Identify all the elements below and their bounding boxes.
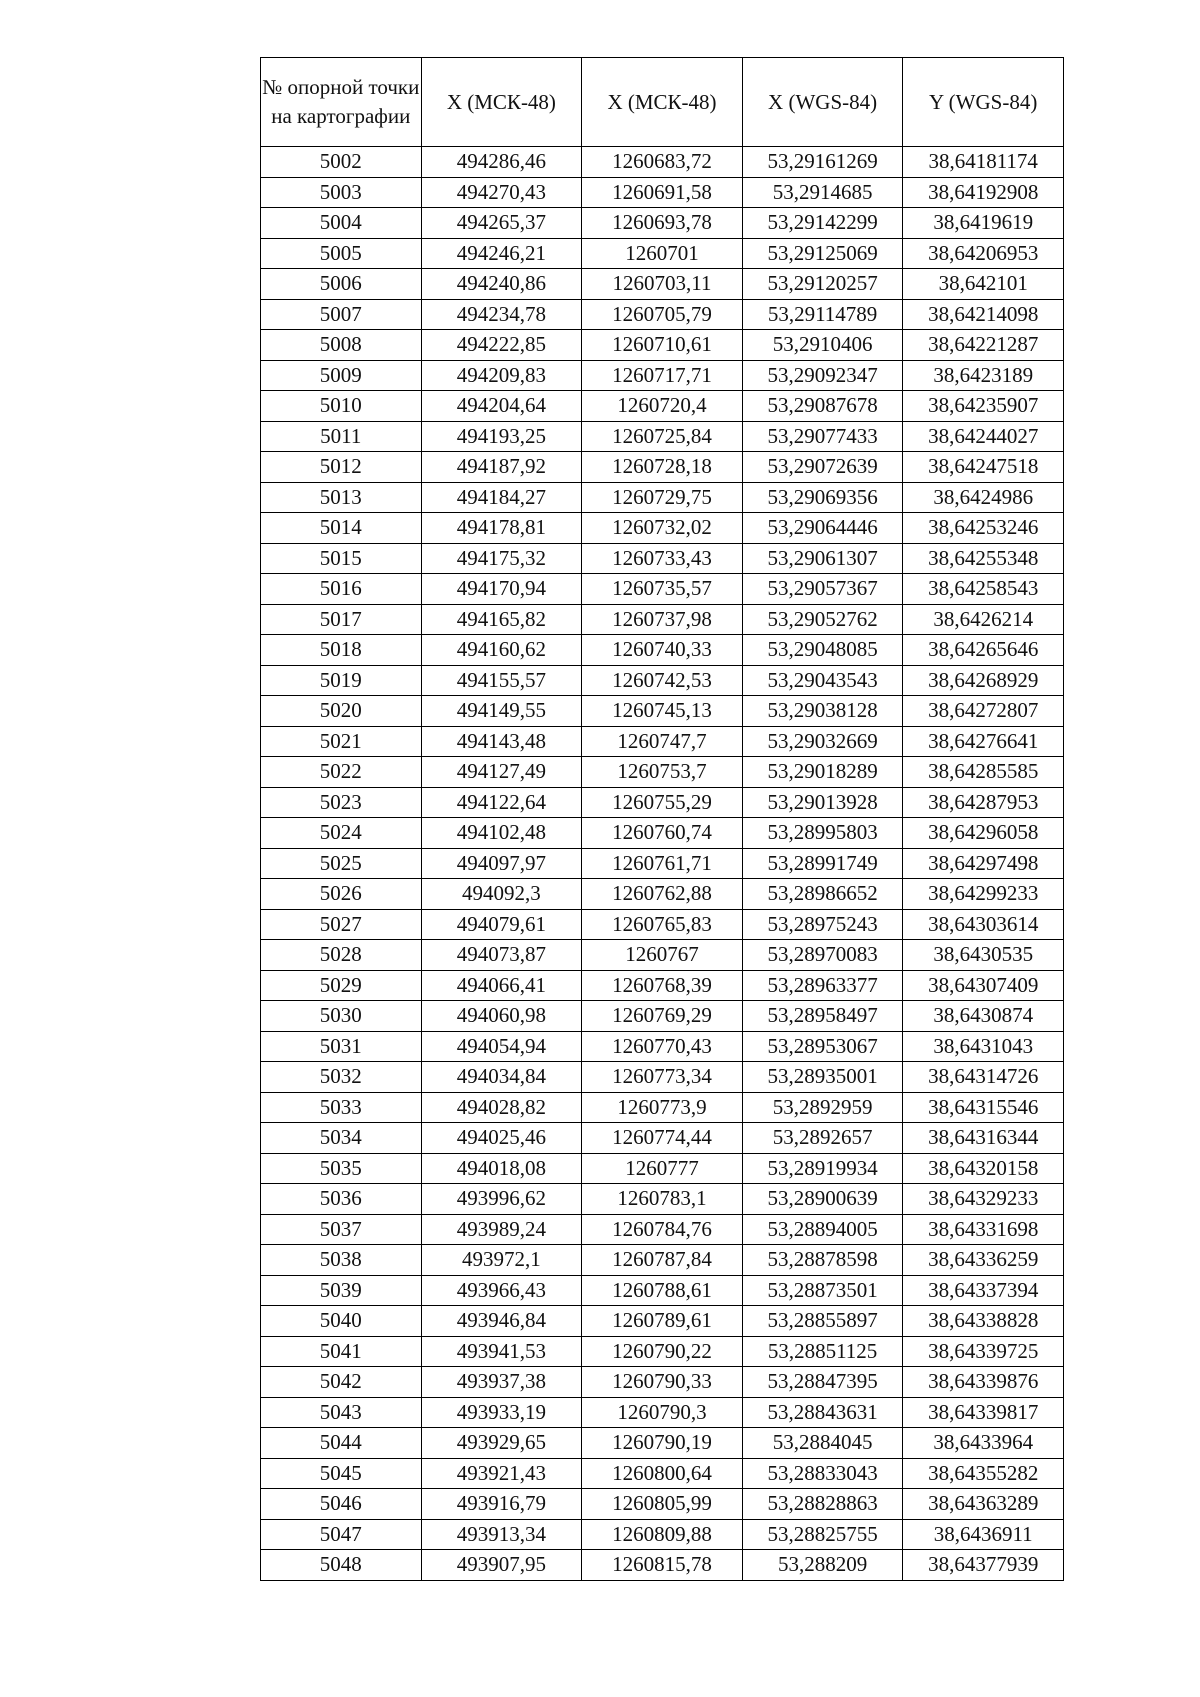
cell-point-number: 5004 [261,208,422,239]
cell-x-msk48: 493941,53 [421,1336,582,1367]
cell-y-wgs84: 38,64297498 [903,848,1064,879]
cell-point-number: 5014 [261,513,422,544]
cell-x-msk48-second: 1260770,43 [582,1031,743,1062]
cell-point-number: 5025 [261,848,422,879]
cell-point-number: 5046 [261,1489,422,1520]
cell-point-number: 5030 [261,1001,422,1032]
table-row [261,1336,1064,1367]
cell-x-msk48: 494073,87 [421,940,582,971]
cell-x-wgs84: 53,29038128 [742,696,903,727]
cell-y-wgs84: 38,6426214 [903,604,1064,635]
cell-x-msk48-second: 1260787,84 [582,1245,743,1276]
cell-x-wgs84: 53,28986652 [742,879,903,910]
cell-y-wgs84: 38,64255348 [903,543,1064,574]
cell-x-msk48-second: 1260815,78 [582,1550,743,1581]
cell-x-wgs84: 53,2914685 [742,177,903,208]
cell-x-msk48: 493929,65 [421,1428,582,1459]
cell-x-msk48: 494175,32 [421,543,582,574]
cell-x-msk48-second: 1260769,29 [582,1001,743,1032]
cell-x-msk48: 493921,43 [421,1458,582,1489]
cell-x-msk48: 494222,85 [421,330,582,361]
cell-x-msk48: 494160,62 [421,635,582,666]
cell-x-msk48-second: 1260768,39 [582,970,743,1001]
cell-point-number: 5022 [261,757,422,788]
cell-point-number: 5045 [261,1458,422,1489]
cell-y-wgs84: 38,64221287 [903,330,1064,361]
cell-x-msk48: 494209,83 [421,360,582,391]
cell-x-msk48: 494178,81 [421,513,582,544]
table-row [261,543,1064,574]
cell-y-wgs84: 38,64296058 [903,818,1064,849]
cell-y-wgs84: 38,64192908 [903,177,1064,208]
cell-x-wgs84: 53,28975243 [742,909,903,940]
cell-x-msk48: 494204,64 [421,391,582,422]
cell-x-msk48: 494028,82 [421,1092,582,1123]
cell-x-msk48: 494066,41 [421,970,582,1001]
cell-x-wgs84: 53,29057367 [742,574,903,605]
cell-x-msk48: 493937,38 [421,1367,582,1398]
table-row [261,1428,1064,1459]
cell-y-wgs84: 38,6431043 [903,1031,1064,1062]
cell-x-wgs84: 53,29048085 [742,635,903,666]
cell-x-msk48: 494234,78 [421,299,582,330]
cell-y-wgs84: 38,64316344 [903,1123,1064,1154]
cell-x-msk48-second: 1260703,11 [582,269,743,300]
cell-y-wgs84: 38,64265646 [903,635,1064,666]
cell-y-wgs84: 38,64314726 [903,1062,1064,1093]
cell-point-number: 5034 [261,1123,422,1154]
cell-point-number: 5028 [261,940,422,971]
cell-x-msk48-second: 1260773,34 [582,1062,743,1093]
cell-point-number: 5037 [261,1214,422,1245]
table-row [261,1458,1064,1489]
cell-point-number: 5020 [261,696,422,727]
cell-x-wgs84: 53,28873501 [742,1275,903,1306]
cell-y-wgs84: 38,6423189 [903,360,1064,391]
cell-x-wgs84: 53,29064446 [742,513,903,544]
table-row [261,1214,1064,1245]
cell-x-msk48: 494127,49 [421,757,582,788]
cell-point-number: 5019 [261,665,422,696]
table-row [261,330,1064,361]
table-row [261,1275,1064,1306]
cell-y-wgs84: 38,6430874 [903,1001,1064,1032]
table-row [261,1123,1064,1154]
cell-x-msk48-second: 1260773,9 [582,1092,743,1123]
cell-x-wgs84: 53,28878598 [742,1245,903,1276]
cell-x-msk48-second: 1260790,22 [582,1336,743,1367]
cell-point-number: 5013 [261,482,422,513]
cell-point-number: 5031 [261,1031,422,1062]
cell-x-msk48: 494240,86 [421,269,582,300]
cell-y-wgs84: 38,64339876 [903,1367,1064,1398]
cell-x-wgs84: 53,28828863 [742,1489,903,1520]
cell-x-wgs84: 53,28953067 [742,1031,903,1062]
table-row [261,1245,1064,1276]
cell-point-number: 5011 [261,421,422,452]
cell-point-number: 5033 [261,1092,422,1123]
header-row [261,58,1064,147]
cell-x-msk48-second: 1260753,7 [582,757,743,788]
cell-x-msk48: 494060,98 [421,1001,582,1032]
cell-point-number: 5035 [261,1153,422,1184]
cell-x-msk48-second: 1260767 [582,940,743,971]
cell-x-msk48-second: 1260701 [582,238,743,269]
table-row [261,360,1064,391]
cell-y-wgs84: 38,64272807 [903,696,1064,727]
cell-x-wgs84: 53,288209 [742,1550,903,1581]
table-row [261,1367,1064,1398]
table-row [261,970,1064,1001]
cell-point-number: 5032 [261,1062,422,1093]
cell-y-wgs84: 38,64303614 [903,909,1064,940]
cell-y-wgs84: 38,6424986 [903,482,1064,513]
cell-x-msk48: 494079,61 [421,909,582,940]
cell-x-wgs84: 53,28970083 [742,940,903,971]
cell-point-number: 5048 [261,1550,422,1581]
cell-point-number: 5042 [261,1367,422,1398]
cell-x-wgs84: 53,29092347 [742,360,903,391]
cell-x-msk48-second: 1260747,7 [582,726,743,757]
cell-point-number: 5016 [261,574,422,605]
cell-x-msk48-second: 1260805,99 [582,1489,743,1520]
cell-x-wgs84: 53,29043543 [742,665,903,696]
cell-x-msk48-second: 1260761,71 [582,848,743,879]
cell-x-msk48-second: 1260784,76 [582,1214,743,1245]
cell-x-wgs84: 53,29069356 [742,482,903,513]
table-row [261,940,1064,971]
cell-y-wgs84: 38,64299233 [903,879,1064,910]
cell-x-msk48-second: 1260774,44 [582,1123,743,1154]
cell-x-msk48: 494054,94 [421,1031,582,1062]
cell-x-msk48-second: 1260733,43 [582,543,743,574]
cell-x-msk48: 494034,84 [421,1062,582,1093]
cell-x-wgs84: 53,28847395 [742,1367,903,1398]
cell-x-wgs84: 53,28995803 [742,818,903,849]
table-row [261,513,1064,544]
cell-y-wgs84: 38,64258543 [903,574,1064,605]
cell-y-wgs84: 38,6430535 [903,940,1064,971]
table-row [261,1062,1064,1093]
table-row [261,269,1064,300]
cell-x-msk48-second: 1260742,53 [582,665,743,696]
cell-point-number: 5047 [261,1519,422,1550]
cell-x-msk48: 494187,92 [421,452,582,483]
cell-y-wgs84: 38,6419619 [903,208,1064,239]
cell-y-wgs84: 38,64235907 [903,391,1064,422]
cell-x-msk48-second: 1260809,88 [582,1519,743,1550]
cell-point-number: 5023 [261,787,422,818]
cell-point-number: 5038 [261,1245,422,1276]
cell-x-msk48: 493946,84 [421,1306,582,1337]
table-row [261,421,1064,452]
cell-point-number: 5017 [261,604,422,635]
cell-point-number: 5043 [261,1397,422,1428]
cell-point-number: 5041 [261,1336,422,1367]
cell-y-wgs84: 38,64355282 [903,1458,1064,1489]
cell-y-wgs84: 38,64336259 [903,1245,1064,1276]
cell-x-msk48: 494286,46 [421,147,582,178]
header-x-msk48-second: X (МСК-48) [582,58,743,147]
table-row [261,1306,1064,1337]
cell-point-number: 5040 [261,1306,422,1337]
table-body [261,147,1064,1581]
cell-x-wgs84: 53,28991749 [742,848,903,879]
table-row [261,1092,1064,1123]
cell-x-wgs84: 53,28855897 [742,1306,903,1337]
cell-x-wgs84: 53,29032669 [742,726,903,757]
cell-x-wgs84: 53,28958497 [742,1001,903,1032]
cell-x-wgs84: 53,29013928 [742,787,903,818]
table-row [261,177,1064,208]
cell-point-number: 5027 [261,909,422,940]
cell-x-msk48: 493966,43 [421,1275,582,1306]
cell-x-wgs84: 53,28851125 [742,1336,903,1367]
cell-x-wgs84: 53,2910406 [742,330,903,361]
table-row [261,1153,1064,1184]
cell-y-wgs84: 38,64320158 [903,1153,1064,1184]
cell-y-wgs84: 38,64285585 [903,757,1064,788]
cell-y-wgs84: 38,64339725 [903,1336,1064,1367]
cell-x-msk48-second: 1260760,74 [582,818,743,849]
cell-x-wgs84: 53,29061307 [742,543,903,574]
cell-point-number: 5008 [261,330,422,361]
cell-y-wgs84: 38,642101 [903,269,1064,300]
table-row [261,482,1064,513]
cell-x-wgs84: 53,28825755 [742,1519,903,1550]
cell-x-msk48-second: 1260790,3 [582,1397,743,1428]
cell-x-wgs84: 53,28963377 [742,970,903,1001]
cell-x-wgs84: 53,29018289 [742,757,903,788]
cell-y-wgs84: 38,64276641 [903,726,1064,757]
cell-x-wgs84: 53,28843631 [742,1397,903,1428]
cell-y-wgs84: 38,6436911 [903,1519,1064,1550]
cell-x-msk48-second: 1260783,1 [582,1184,743,1215]
cell-y-wgs84: 38,64329233 [903,1184,1064,1215]
cell-point-number: 5036 [261,1184,422,1215]
table-row [261,635,1064,666]
table-row [261,208,1064,239]
cell-x-msk48: 494025,46 [421,1123,582,1154]
cell-x-msk48-second: 1260790,33 [582,1367,743,1398]
cell-x-msk48-second: 1260732,02 [582,513,743,544]
cell-x-wgs84: 53,29142299 [742,208,903,239]
table-row [261,574,1064,605]
cell-x-msk48: 494165,82 [421,604,582,635]
table-row [261,1489,1064,1520]
cell-y-wgs84: 38,64247518 [903,452,1064,483]
cell-y-wgs84: 38,64214098 [903,299,1064,330]
table-row [261,1031,1064,1062]
cell-x-wgs84: 53,29114789 [742,299,903,330]
table-row [261,1001,1064,1032]
cell-x-wgs84: 53,29125069 [742,238,903,269]
cell-x-msk48-second: 1260683,72 [582,147,743,178]
cell-x-msk48-second: 1260705,79 [582,299,743,330]
cell-x-wgs84: 53,28935001 [742,1062,903,1093]
cell-x-msk48-second: 1260789,61 [582,1306,743,1337]
cell-x-wgs84: 53,28833043 [742,1458,903,1489]
table-row [261,726,1064,757]
header-x-msk48: X (МСК-48) [421,58,582,147]
cell-point-number: 5021 [261,726,422,757]
cell-x-msk48: 494092,3 [421,879,582,910]
table-header [261,58,1064,147]
cell-x-msk48-second: 1260765,83 [582,909,743,940]
cell-y-wgs84: 38,64244027 [903,421,1064,452]
cell-x-msk48-second: 1260777 [582,1153,743,1184]
cell-x-wgs84: 53,29120257 [742,269,903,300]
cell-x-msk48: 493933,19 [421,1397,582,1428]
cell-point-number: 5026 [261,879,422,910]
cell-x-msk48-second: 1260745,13 [582,696,743,727]
cell-x-msk48-second: 1260691,58 [582,177,743,208]
cell-y-wgs84: 38,64315546 [903,1092,1064,1123]
cell-x-msk48: 494143,48 [421,726,582,757]
cell-x-wgs84: 53,2892657 [742,1123,903,1154]
table-row [261,452,1064,483]
table-row [261,665,1064,696]
cell-x-wgs84: 53,29072639 [742,452,903,483]
table-row [261,848,1064,879]
header-point-number: № опорной точки на картографии [261,58,422,147]
cell-x-msk48: 494149,55 [421,696,582,727]
cell-y-wgs84: 38,64363289 [903,1489,1064,1520]
cell-y-wgs84: 38,64307409 [903,970,1064,1001]
cell-x-wgs84: 53,2884045 [742,1428,903,1459]
cell-x-msk48-second: 1260693,78 [582,208,743,239]
cell-x-msk48: 494155,57 [421,665,582,696]
table-row [261,1397,1064,1428]
cell-y-wgs84: 38,64181174 [903,147,1064,178]
cell-y-wgs84: 38,64331698 [903,1214,1064,1245]
cell-x-msk48: 493996,62 [421,1184,582,1215]
cell-point-number: 5044 [261,1428,422,1459]
table-row [261,909,1064,940]
cell-x-msk48: 494184,27 [421,482,582,513]
cell-x-msk48: 493916,79 [421,1489,582,1520]
cell-x-msk48: 493907,95 [421,1550,582,1581]
cell-x-wgs84: 53,28900639 [742,1184,903,1215]
cell-y-wgs84: 38,64253246 [903,513,1064,544]
cell-x-msk48: 494246,21 [421,238,582,269]
cell-y-wgs84: 38,64206953 [903,238,1064,269]
cell-x-msk48-second: 1260790,19 [582,1428,743,1459]
cell-x-wgs84: 53,29087678 [742,391,903,422]
cell-x-wgs84: 53,29161269 [742,147,903,178]
cell-x-msk48-second: 1260737,98 [582,604,743,635]
cell-x-msk48-second: 1260740,33 [582,635,743,666]
table-row [261,1519,1064,1550]
coordinates-table [260,57,1064,1581]
cell-point-number: 5012 [261,452,422,483]
cell-x-msk48: 494270,43 [421,177,582,208]
cell-x-wgs84: 53,28919934 [742,1153,903,1184]
cell-x-wgs84: 53,29077433 [742,421,903,452]
cell-x-msk48: 493989,24 [421,1214,582,1245]
table-row [261,1550,1064,1581]
cell-x-msk48-second: 1260720,4 [582,391,743,422]
cell-x-msk48-second: 1260717,71 [582,360,743,391]
table-row [261,757,1064,788]
cell-x-wgs84: 53,28894005 [742,1214,903,1245]
table-row [261,147,1064,178]
cell-point-number: 5002 [261,147,422,178]
cell-x-msk48-second: 1260710,61 [582,330,743,361]
table-row [261,299,1064,330]
table-row [261,787,1064,818]
header-x-wgs84: X (WGS-84) [742,58,903,147]
cell-point-number: 5029 [261,970,422,1001]
table-row [261,238,1064,269]
cell-y-wgs84: 38,64339817 [903,1397,1064,1428]
cell-y-wgs84: 38,64268929 [903,665,1064,696]
cell-x-msk48: 494193,25 [421,421,582,452]
cell-point-number: 5015 [261,543,422,574]
cell-y-wgs84: 38,64337394 [903,1275,1064,1306]
cell-point-number: 5009 [261,360,422,391]
cell-x-msk48-second: 1260728,18 [582,452,743,483]
cell-y-wgs84: 38,64338828 [903,1306,1064,1337]
cell-x-msk48: 493972,1 [421,1245,582,1276]
cell-x-wgs84: 53,29052762 [742,604,903,635]
table-row [261,879,1064,910]
cell-x-msk48-second: 1260755,29 [582,787,743,818]
cell-x-msk48: 494170,94 [421,574,582,605]
header-y-wgs84: Y (WGS-84) [903,58,1064,147]
cell-x-msk48-second: 1260800,64 [582,1458,743,1489]
cell-x-msk48: 494265,37 [421,208,582,239]
table-row [261,696,1064,727]
cell-x-msk48: 494018,08 [421,1153,582,1184]
table-row [261,818,1064,849]
cell-x-msk48-second: 1260788,61 [582,1275,743,1306]
table-row [261,391,1064,422]
cell-y-wgs84: 38,6433964 [903,1428,1064,1459]
cell-y-wgs84: 38,64287953 [903,787,1064,818]
cell-point-number: 5024 [261,818,422,849]
cell-y-wgs84: 38,64377939 [903,1550,1064,1581]
cell-point-number: 5006 [261,269,422,300]
cell-x-msk48-second: 1260762,88 [582,879,743,910]
cell-x-msk48-second: 1260735,57 [582,574,743,605]
table-row [261,1184,1064,1215]
cell-point-number: 5010 [261,391,422,422]
cell-x-wgs84: 53,2892959 [742,1092,903,1123]
cell-x-msk48-second: 1260729,75 [582,482,743,513]
cell-point-number: 5003 [261,177,422,208]
cell-point-number: 5018 [261,635,422,666]
cell-x-msk48: 494097,97 [421,848,582,879]
table-row [261,604,1064,635]
cell-point-number: 5005 [261,238,422,269]
cell-x-msk48-second: 1260725,84 [582,421,743,452]
cell-point-number: 5007 [261,299,422,330]
cell-point-number: 5039 [261,1275,422,1306]
cell-x-msk48: 494102,48 [421,818,582,849]
cell-x-msk48: 493913,34 [421,1519,582,1550]
cell-x-msk48: 494122,64 [421,787,582,818]
